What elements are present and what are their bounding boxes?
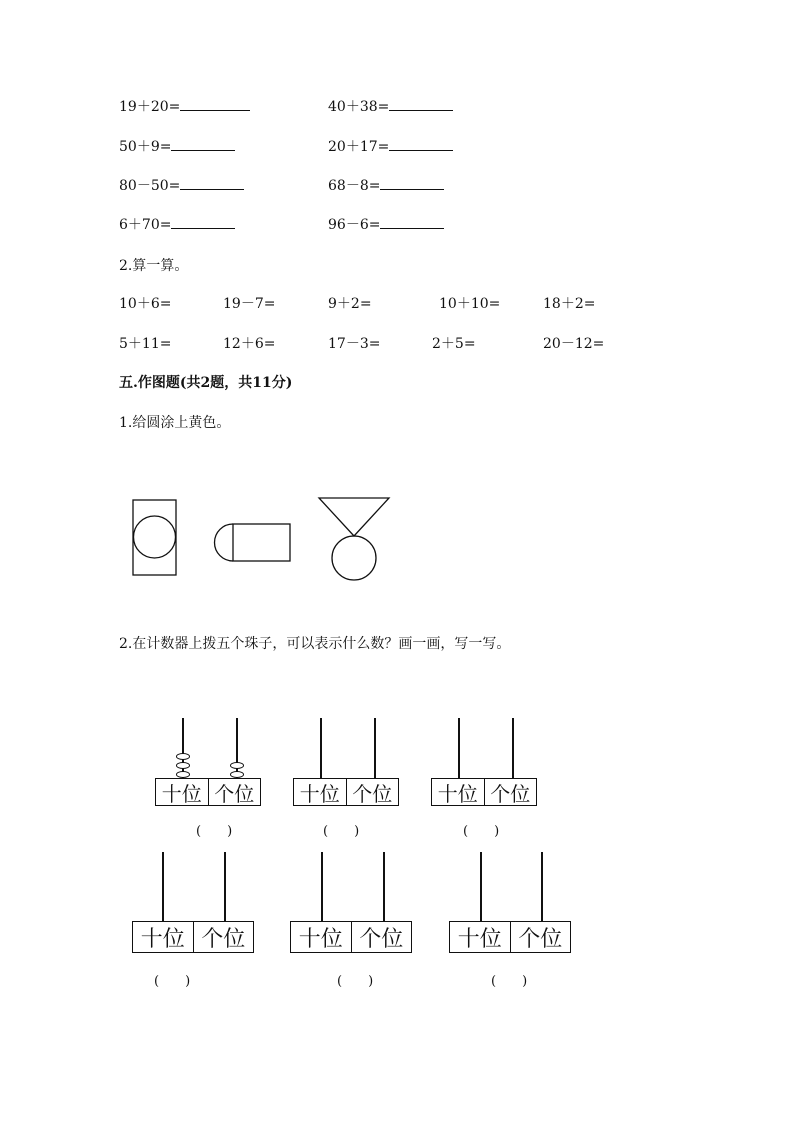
calc-item: 18＋2= (543, 296, 596, 312)
abacus-rod-tens[interactable] (182, 718, 184, 778)
answer-blank[interactable] (380, 177, 444, 190)
abacus-rod-ones[interactable] (541, 852, 543, 921)
fill-in-right-3: 68－8= (328, 177, 444, 195)
answer-paren[interactable]: ( ) (491, 974, 528, 989)
abacus-rod-tens[interactable] (162, 852, 164, 921)
place-value-box (132, 921, 254, 953)
calc-item: 20－12= (543, 336, 605, 352)
bead (176, 753, 190, 760)
tens-label: 十位 (299, 781, 340, 806)
triangle-shape (319, 498, 389, 536)
calc-item: 9＋2= (328, 296, 372, 312)
abacus-rod-tens[interactable] (320, 718, 322, 778)
answer-blank[interactable] (180, 177, 244, 190)
answer-paren[interactable]: ( ) (154, 974, 191, 989)
abacus-rod-ones[interactable] (512, 718, 514, 778)
answer-paren[interactable]: ( ) (337, 974, 374, 989)
abacus (431, 718, 537, 808)
fill-in-right-1: 40＋38= (328, 98, 453, 116)
answer-blank[interactable] (389, 98, 453, 111)
place-value-box (290, 921, 412, 953)
half-circle-shape (215, 524, 234, 561)
circle-shape[interactable] (332, 536, 376, 580)
section-5-title: 五.作图题(共2题，共11分) (119, 375, 293, 391)
abacus-rod-ones[interactable] (383, 852, 385, 921)
answer-paren[interactable]: ( ) (463, 824, 500, 839)
bead (230, 762, 244, 769)
answer-blank[interactable] (171, 216, 235, 229)
draw-question-1: 1.给圆涂上黄色。 (119, 415, 231, 431)
calc-item: 19－7= (223, 296, 276, 312)
ones-label: 个位 (208, 779, 261, 805)
bead (176, 762, 190, 769)
shapes-figure (125, 492, 395, 584)
ones-label: 个位 (346, 779, 399, 805)
tens-label: 十位 (140, 926, 185, 952)
abacus-example (155, 718, 261, 808)
fill-in-left-4: 6＋70= (119, 216, 235, 234)
calc-item: 17－3= (328, 336, 381, 352)
tens-label: 十位 (298, 926, 343, 952)
ones-label: 个位 (351, 922, 412, 952)
answer-blank[interactable] (171, 138, 235, 151)
tens-label: 十位 (161, 781, 202, 806)
calc-item: 12＋6= (223, 336, 276, 352)
answer-paren[interactable]: ( ) (196, 824, 233, 839)
tens-label: 十位 (437, 781, 478, 806)
place-value-box (155, 778, 261, 806)
ones-label: 个位 (510, 922, 571, 952)
answer-paren[interactable]: ( ) (323, 824, 360, 839)
abacus-rod-ones[interactable] (224, 852, 226, 921)
abacus-rod-tens[interactable] (480, 852, 482, 921)
calc-item: 5＋11= (119, 336, 172, 352)
ones-label: 个位 (193, 922, 254, 952)
fill-in-right-2: 20＋17= (328, 138, 453, 156)
question-2-title: 2.算一算。 (119, 258, 189, 274)
rectangle-with-circle (133, 500, 176, 575)
abacus-rod-tens[interactable] (458, 718, 460, 778)
answer-blank[interactable] (389, 138, 453, 151)
place-value-box (449, 921, 571, 953)
abacus-rod-ones[interactable] (236, 718, 238, 778)
place-value-box (431, 778, 537, 806)
fill-in-left-1: 19＋20= (119, 98, 250, 116)
circle-shape[interactable] (134, 516, 176, 558)
place-value-box (293, 778, 399, 806)
abacus (293, 718, 399, 808)
calc-item: 2＋5= (432, 336, 476, 352)
abacus-rod-tens[interactable] (321, 852, 323, 921)
abacus (290, 852, 412, 954)
abacus-rod-ones[interactable] (374, 718, 376, 778)
calc-item: 10＋10= (439, 296, 501, 312)
fill-in-left-2: 50＋9= (119, 138, 235, 156)
calc-item: 10＋6= (119, 296, 172, 312)
answer-blank[interactable] (380, 216, 444, 229)
fill-in-left-3: 80－50= (119, 177, 244, 195)
fill-in-right-4: 96－6= (328, 216, 444, 234)
rectangle-shape (233, 524, 290, 561)
ones-label: 个位 (484, 779, 537, 805)
draw-question-2: 2.在计数器上拨五个珠子，可以表示什么数？画一画，写一写。 (119, 636, 511, 652)
answer-blank[interactable] (180, 98, 250, 111)
abacus (132, 852, 254, 954)
abacus (449, 852, 571, 954)
tens-label: 十位 (457, 926, 502, 952)
